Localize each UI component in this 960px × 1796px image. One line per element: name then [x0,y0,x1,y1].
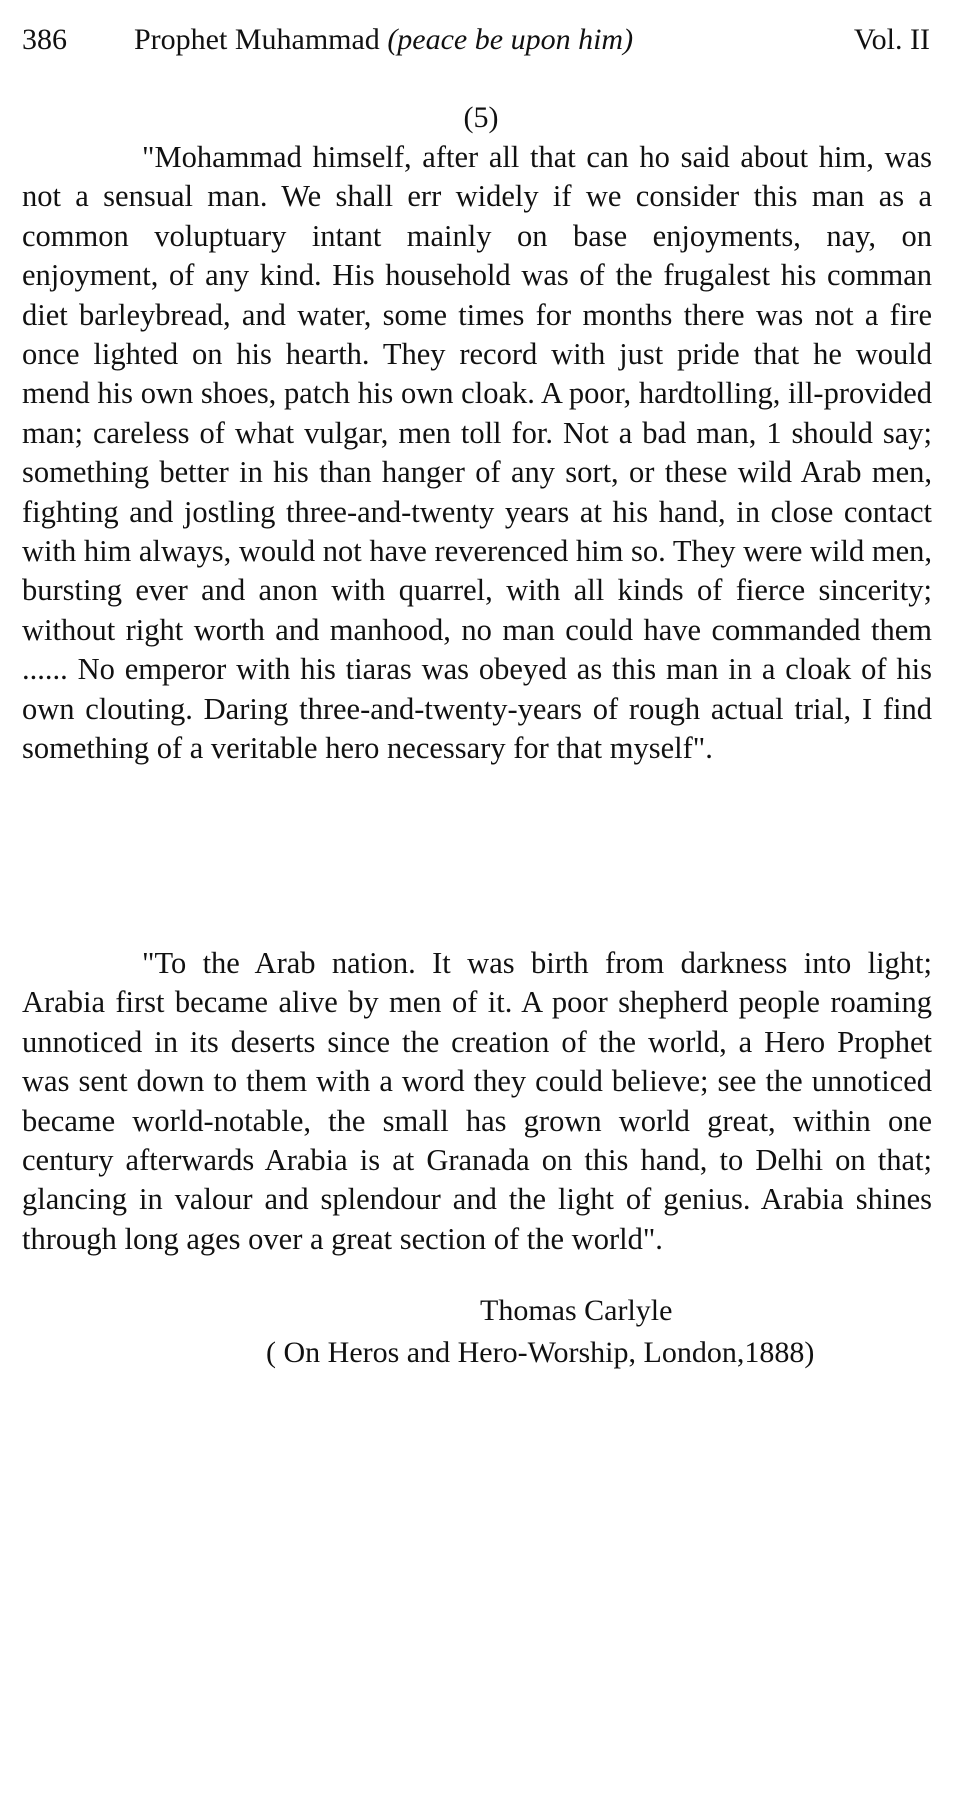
quote-paragraph-1: "Mohammad himself, after all that can ho said about him, was not a sensual man. We shall err widely if we consider this man as a common voluptuary intant mainly on base enjoyments, nay, on enjoyment, of any kind. His household was of the frugalest his comman diet barleybread, and water, some times for months there was not a fire once lighted on his hearth. They record with just pride that he would mend his own shoes, patch his own cloak. A poor, hardtolling, ill-provided man; careless of what vulgar, men toll for. Not a bad man, 1 should say; something better in his than hanger of any sort, or these wild Arab men, fighting and jostling three-and-twenty years at his hand, in close contact with him always, would not have reverenced him so. They were wild men, bursting ever and anon with quarrel, with all kinds of fierce sincerity; without right worth and manhood, no man could have commanded them ...... No emperor with his tiaras was obeyed as this man in a cloak of his own clouting. Daring three-and-twenty-years of rough actual trial, I find something of a veritable hero necessary for that myself". [22,140,932,766]
running-title [134,18,633,62]
attribution-author: Thomas Carlyle [480,1294,673,1327]
running-header [22,18,930,62]
quote-paragraph-2: "To the Arab nation. It was birth from darkness into light; Arabia first became alive by men of it. A poor shepherd people roaming unnoticed in its deserts since the creation of the world, a Hero Prophet was sent down to them with a word they could believe; see the unnoticed became world-notable, the small has grown world great, within one century afterwards Arabia is at Granada on this hand, to Delhi on that; glancing in valour and splendour and the light of genius. Arabia shines through long ages over a great section of the world". [22,946,932,1256]
page-number: 386 [22,23,67,56]
volume-label: Vol. II [853,23,930,56]
running-title-italic: (peace be upon him) [387,23,634,56]
attribution-source: ( On Heros and Hero-Worship, London,1888) [266,1336,815,1369]
running-title-main: Prophet Muhammad [134,23,388,56]
section-number: (5) [463,101,499,134]
attribution [0,1290,960,1374]
